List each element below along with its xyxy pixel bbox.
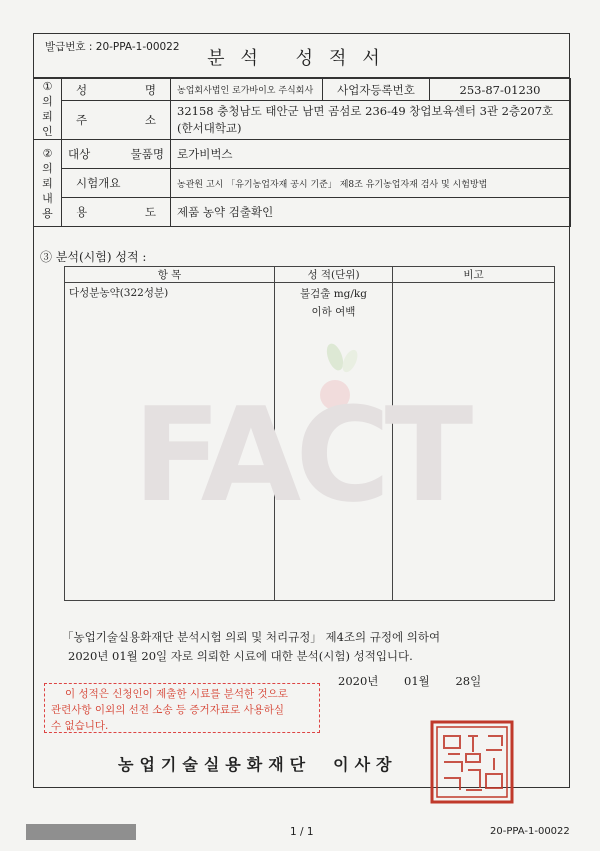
document-title: 분석 성적서 (207, 48, 396, 69)
product-value: 로가비벅스 (171, 140, 571, 169)
reg-label: 사업자등록번호 (323, 79, 430, 101)
header (33, 33, 570, 78)
date-year: 2020년 (338, 674, 379, 688)
issue-date (338, 673, 503, 689)
address-value: 32158 충청남도 태안군 남면 곰섬로 236-49 창업보육센터 3관 2층207호(한서대학교) (171, 101, 571, 140)
row-address (34, 101, 571, 105)
statement (62, 628, 562, 666)
name-value: 농업회사법인 로가바이오 주식회사 (171, 79, 323, 101)
row-use (34, 198, 571, 227)
page-number: 1 / 1 (290, 826, 314, 838)
statement-line2: 2020년 01월 20일 자로 의뢰한 시료에 대한 분석(시험) 성적입니다. (68, 649, 413, 663)
issuer-org: 농업기술실용화재단 (118, 755, 312, 774)
address-label: 주 소 (62, 101, 171, 140)
item-cell: 다성분농약(322성분) (65, 283, 275, 601)
bottom-logo-strip (26, 824, 136, 840)
result-header-row (65, 267, 555, 283)
section2-label: ② 의 뢰 내 용 (34, 140, 62, 227)
usage-notice: 이 성적은 신청인이 제출한 시료를 분석한 것으로 관련사항 이외의 선전 소송 등 증거자료로 사용하실 수 없습니다. (44, 683, 320, 733)
statement-line1: 「농업기술실용화재단 분석시험 의뢰 및 처리규정」 제4조의 규정에 의하여 (62, 630, 441, 644)
row-name (34, 79, 571, 101)
info-table (33, 78, 571, 227)
watermark-text: FACT (132, 379, 468, 531)
result-value: 불검출 mg/kg (299, 288, 368, 300)
section3-title: ③ 분석(시험) 성적 : (40, 250, 147, 264)
issuer (118, 752, 397, 775)
document-number-footer: 20-PPA-1-00022 (490, 826, 570, 837)
product-label: 대상 물품명 (62, 140, 171, 169)
use-value: 제품 농약 검출확인 (171, 198, 571, 227)
col-item: 항 목 (65, 267, 275, 283)
use-label: 용 도 (62, 198, 171, 227)
name-label: 성 명 (62, 79, 171, 101)
test-label: 시험개요 (62, 169, 171, 198)
row-product (34, 140, 571, 169)
official-seal-icon (428, 718, 516, 806)
date-month: 01월 (404, 674, 430, 688)
fact-watermark (132, 345, 468, 531)
section1-label: ① 의 뢰 인 (34, 79, 62, 140)
date-day: 28일 (455, 674, 482, 688)
test-value: 농관원 고시 「유기농업자재 공시 기준」 제8조 유기농업자재 검사 및 시험방법 (171, 169, 571, 198)
col-result: 성 적(단위) (275, 267, 393, 283)
issuer-role: 이사장 (333, 755, 398, 774)
reg-value: 253-87-01230 (430, 79, 571, 101)
row-test (34, 169, 571, 198)
col-note: 비고 (393, 267, 555, 283)
end-of-list: 이하 여백 (311, 306, 356, 318)
issue-number: 발급번호 : 20-PPA-1-00022 (45, 41, 180, 53)
